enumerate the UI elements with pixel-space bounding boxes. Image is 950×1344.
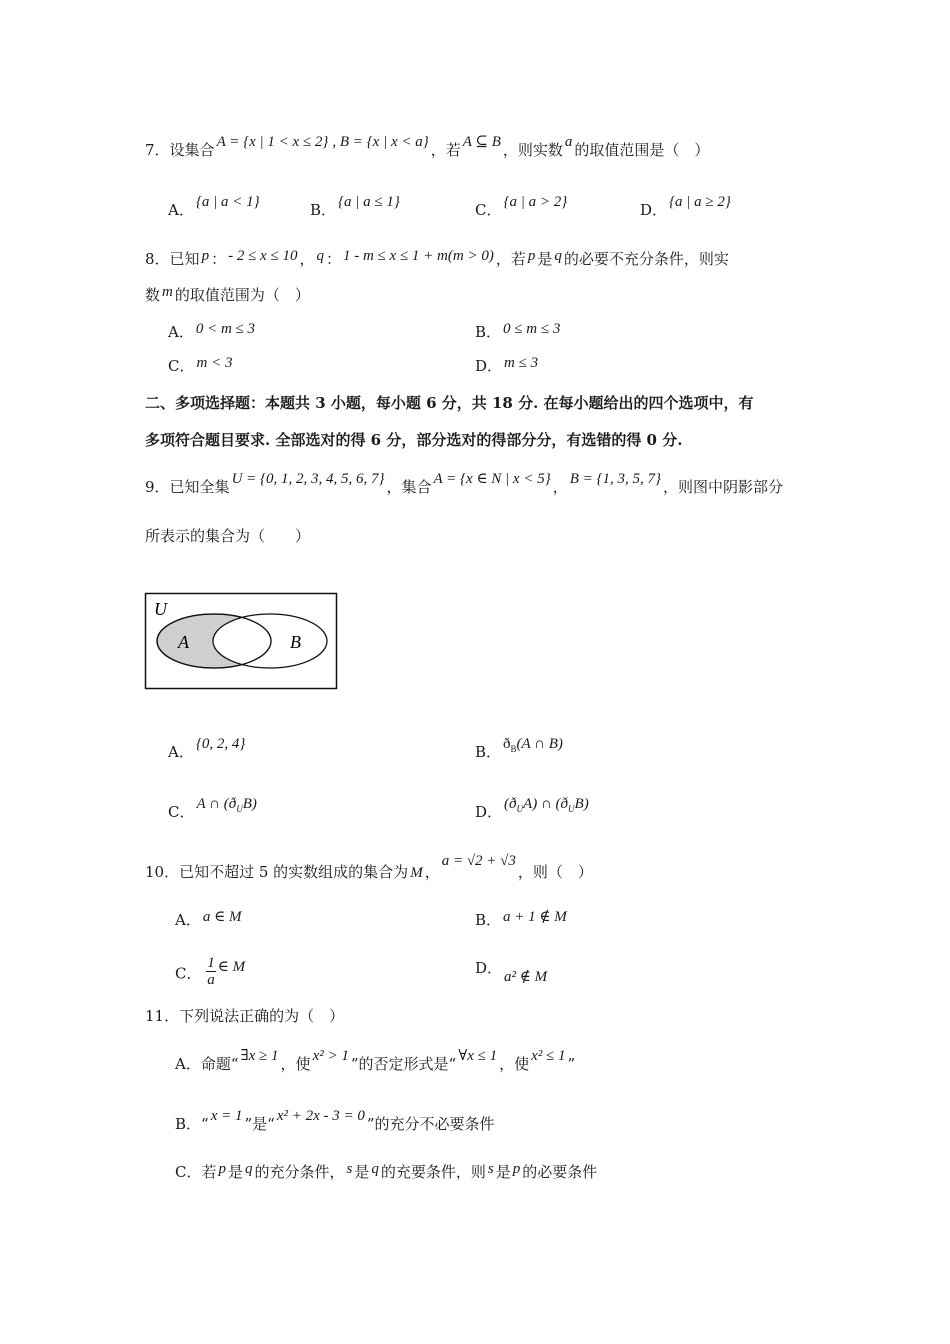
q7-option-c[interactable]: C． {a | a > 2}	[475, 194, 568, 219]
q8-option-c[interactable]: C． m < 3	[168, 355, 233, 375]
q7-option-b[interactable]: B． {a | a ≤ 1}	[310, 194, 400, 219]
q9-set-b: B = {1, 3, 5, 7}	[569, 471, 662, 487]
q7-stem	[145, 134, 710, 161]
section2-instructions-line1: 二、多项选择题：本题共 3 小题，每小题 6 分，共 18 分. 在每小题给出的四个选项中，有	[145, 394, 754, 412]
q8-option-d[interactable]: D． m ≤ 3	[475, 355, 539, 375]
q9-option-a[interactable]: A． {0, 2, 4}	[168, 736, 246, 761]
venn-label-a: A	[178, 632, 189, 652]
q10-stem: 10．已知不超过 5 的实数组成的集合为 M ，a = √2 + √3，则（ ）	[145, 853, 593, 881]
q7-condition: A ⊆ B	[462, 134, 501, 150]
q8-p: p	[201, 248, 210, 264]
q9-set-u: U = {0, 1, 2, 3, 4, 5, 6, 7}	[231, 471, 385, 487]
q8-p-condition: - 2 ≤ x ≤ 10	[228, 248, 298, 264]
q11-option-a[interactable]: A．命题“ ∃x ≥ 1 ，使 x² > 1 ”的否定形式是“ ∀x ≤ 1 ，使 x² ≤ 1 ”	[175, 1048, 576, 1073]
q8-option-b[interactable]: B． 0 ≤ m ≤ 3	[475, 321, 561, 341]
q10-option-d[interactable]: D． a² ∉ M	[475, 959, 548, 985]
q8-q: q	[316, 248, 324, 264]
q10-option-c[interactable]: C． $\frac{1}{a}$ ∈ M	[175, 955, 246, 988]
q9-option-d[interactable]: D． $(ð_UA)$ ∩ $(ð_UB)$	[475, 796, 589, 821]
q10-expression: a = √2 + √3	[441, 853, 516, 869]
q9-stem-line2: 所表示的集合为（ ）	[145, 527, 311, 545]
q7-pre: 设集合	[169, 141, 215, 159]
q8-q-condition: 1 - m ≤ x ≤ 1 + m(m > 0)	[342, 248, 494, 264]
q10-option-b[interactable]: B． a + 1 ∉ M	[475, 909, 567, 929]
q9-option-c[interactable]: C． A ∩ $(ð_UB)$	[168, 796, 257, 821]
q9-set-a: A = {x ∈ N | x < 5}	[433, 471, 551, 487]
q7-set-b: , B = {x | x < a}	[332, 134, 429, 150]
q10-option-a[interactable]: A． a ∈ M	[175, 909, 242, 929]
venn-label-u: U	[154, 599, 167, 619]
section2-instructions-line2: 多项符合题目要求. 全部选对的得 6 分，部分选对的得部分分，有选错的得 0 分.	[145, 431, 683, 449]
q8-stem-line2: 数 m 的取值范围为（ ）	[145, 284, 310, 304]
q8-stem: 8．已知 p ： - 2 ≤ x ≤ 10 ， q ： 1 - m ≤ x ≤ 1 + m(m > 0) ，若 p 是 q 的必要不充分条件，则实	[145, 248, 729, 268]
fraction: $\frac{1}{a}$	[207, 955, 215, 988]
q7-var: a	[564, 134, 573, 150]
q8-option-a[interactable]: A． 0 < m ≤ 3	[168, 321, 256, 341]
q7-tail: 的取值范围是（ ）	[574, 141, 710, 159]
q7-option-d[interactable]: D． {a | a ≥ 2}	[640, 194, 731, 219]
q7-number: 7．	[145, 141, 170, 159]
q11-option-c[interactable]: C．若 p 是 q 的充分条件， s 是 q 的充要条件，则 s 是 p 的必要条件	[175, 1161, 598, 1181]
q9-stem: 9．已知全集 U = {0, 1, 2, 3, 4, 5, 6, 7} ，集合 A = {x ∈ N | x < 5} ， B = {1, 3, 5, 7} ，则图中阴影部分	[145, 471, 784, 496]
venn-diagram	[144, 592, 340, 692]
q9-option-b[interactable]: B． $ð_B(A$ ∩ B)	[475, 736, 563, 761]
q11-stem: 11．下列说法正确的为（ ）	[145, 1007, 345, 1025]
q7-mid: ，若	[430, 141, 461, 159]
q7-option-a[interactable]: A． {a | a < 1}	[168, 194, 260, 219]
q11-option-b[interactable]: B．“ x = 1 ”是“ x² + 2x - 3 = 0 ”的充分不必要条件	[175, 1108, 495, 1133]
q7-set-a: A = {x | 1 < x ≤ 2}	[216, 134, 329, 150]
q7-post: ，则实数	[502, 141, 563, 159]
venn-label-b: B	[290, 632, 301, 652]
